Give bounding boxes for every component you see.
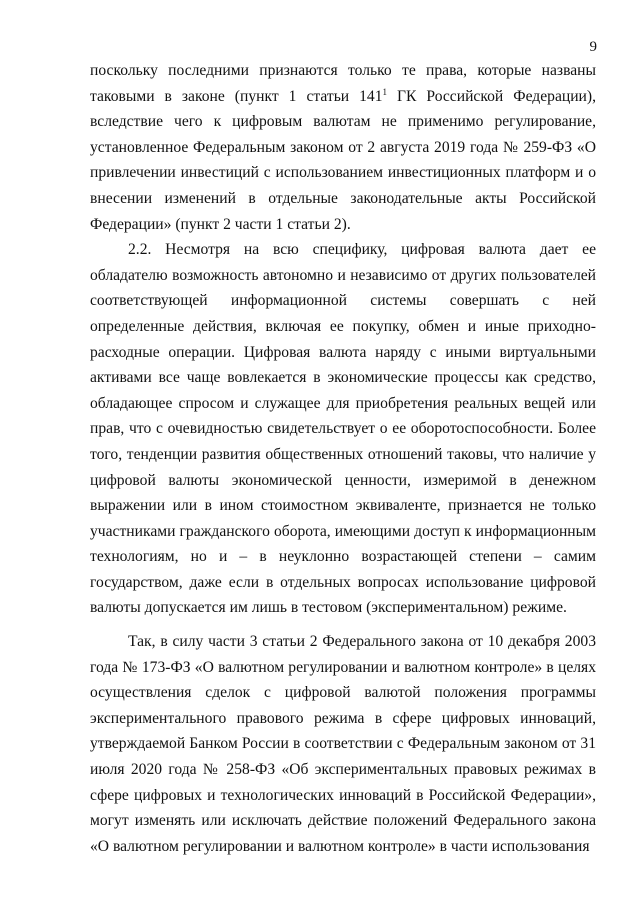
paragraph-text-part-1: поскольку последними признаются только те права, которые названы таковыми в законе (пункт 1 статьи 141 xyxy=(90,62,596,105)
page-number: 9 xyxy=(589,39,597,55)
paragraph-text-part-2: ГК Российской Федерации), вследствие чего к цифровым валютам не применимо регулирование, установленное Федеральным законом от 2 августа 2019 года № 259-ФЗ «О привлечении инвестиций с использованием инвестиционных платформ и о внесении изменений в отдельные законодательные акты Российской Федерации» (пункт 2 части 1 статьи 2). xyxy=(90,87,596,233)
paragraph-2-2: 2.2. Несмотря на всю специфику, цифровая валюта дает ее обладателю возможность автономно и независимо от других пользователей соответствующей информационной системы совершать с ней определенные действия, включая ее покупку, обмен и иные приходно-расходные операции. Цифровая валюта наряду с иными виртуальными активами все чаще вовлекается в экономические процессы как средство, обладающее спросом и служащее для приобретения реальных вещей или прав, что с очевидностью свидетельствует о ее оборотоспособности. Более того, тенденции развития общественных отношений таковы, что наличие у цифровой валюты экономической ценности, измеримой в денежном выражении или в ином стоимостном эквиваленте, признается не только участниками гражданского оборота, имеющими доступ к информационным технологиям, но и – в неуклонно возрастающей степени – самим государством, даже если в отдельных вопросах использование цифровой валюты допускается им лишь в тестовом (экспериментальном) режиме. xyxy=(90,241,596,617)
document-body xyxy=(90,58,596,859)
paragraph-continuation xyxy=(90,58,596,237)
paragraph-article-2: Так, в силу части 3 статьи 2 Федерального закона от 10 декабря 2003 года № 173-ФЗ «О валютном регулировании и валютном контроле» в целях осуществления сделок с цифровой валютой положения программы экспериментального правового режима в сфере цифровых инноваций, утверждаемой Банком России в соответствии с Федеральным законом от 31 июля 2020 года № 258-ФЗ «Об экспериментальных правовых режимах в сфере цифровых и технологических инноваций в Российской Федерации», могут изменять или исключать действие положений Федерального закона «О валютном регулировании и валютном контроле» в части использования xyxy=(90,633,596,855)
footnote-superscript: 1 xyxy=(382,86,388,97)
